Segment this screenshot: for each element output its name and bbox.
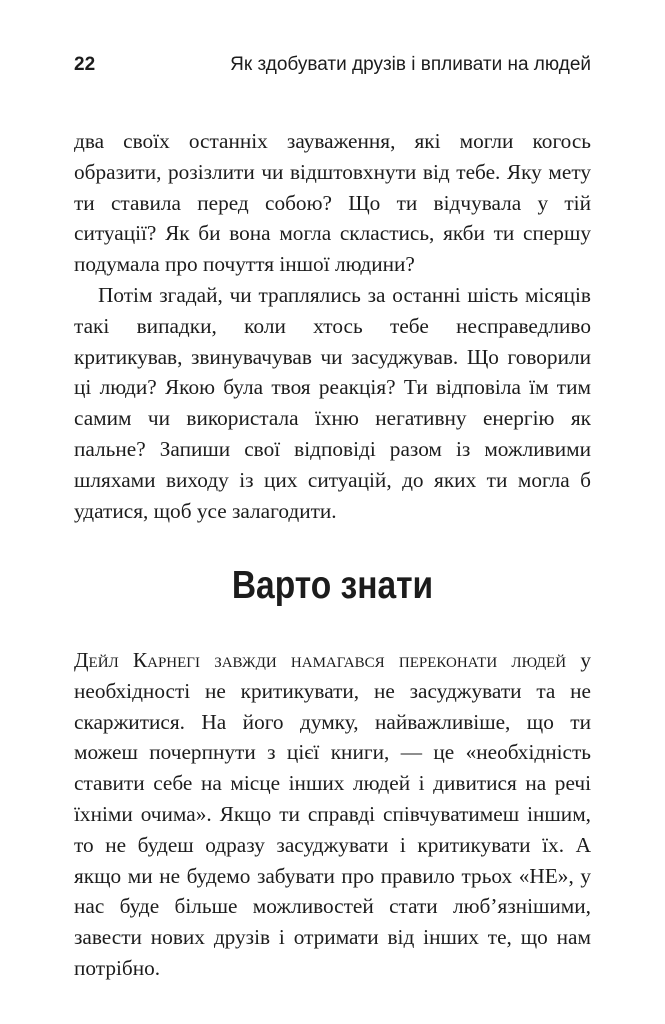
page-number: 22 [74,54,96,75]
paragraph-reflection: Потім згадай, чи траплялись за останні шість місяців такі випадки, коли хтось тебе несправедливо критикував, звинувачував чи засуджував. Що говорили ці люди? Якою була твоя реакція? Ти відповіла їм тим самим чи використала їхню негативну енергію як пальне? Запиши свої відповіді разом із можливими шляхами виходу із цих ситуацій, до яких ти могла б удатися, щоб усе залагодити. [74,282,591,523]
section-paragraph [74,645,591,984]
body-text-top [74,126,591,526]
book-title: Як здобувати друзів і впливати на людей [230,54,591,75]
section-lead-in: Дейл Карнегі завжди намагався переконати людей [74,648,567,672]
running-head [74,50,591,80]
section-heading: Варто знати [231,564,434,607]
paragraph-continued: два своїх останніх зауваження, які могли когось образити, розізлити чи відштовхнути від тебе. Яку мету ти ставила перед собою? Що ти відчувала у тій ситуації? Як би вона могла скластись, якби ти спершу подумала про почуття іншої людини? [74,129,591,277]
section-body [74,645,591,984]
section-text: у необхідності не критикувати, не засуджувати та не скаржитися. На його думку, найважливіше, що ти можеш почерпнути з цієї книги, — це «необхідність ставити себе на місце інших людей і дивитися на речі їхніми очима». Якщо ти справді співчуватимеш іншим, то не будеш одразу засуджувати і критикувати їх. А якщо ми не будемо забувати про правило трьох «НЕ», у нас буде більше можливостей стати люб’язнішими, завести нових друзів і отримати від інших те, що нам потрібно. [74,648,591,980]
